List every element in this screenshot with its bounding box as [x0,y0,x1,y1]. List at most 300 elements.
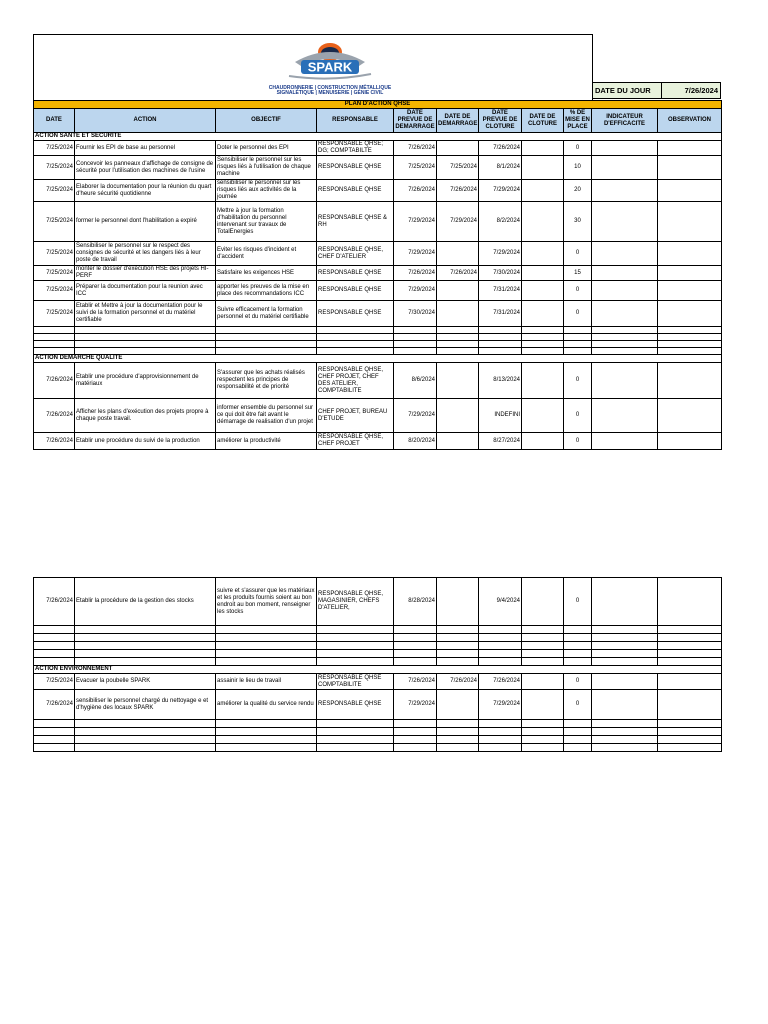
cell-objectif: Mettre à jour la formation d'habilitation du personnel intervenant sur travaux de TotalEnergies [216,202,317,242]
cell-date: 7/26/2024 [34,399,75,433]
cell-pct-mise-en-place: 0 [564,674,592,690]
empty-cell [216,650,317,658]
empty-cell [479,650,522,658]
cell-responsable: RESPONSABLE QHSE [317,266,394,281]
cell-date-cloture [522,156,564,180]
cell-date-prevue-cloture: 7/30/2024 [479,266,522,281]
cell-date-demarrage: 7/29/2024 [437,202,479,242]
cell-date-demarrage: 7/26/2024 [437,180,479,202]
cell-date: 7/25/2024 [34,180,75,202]
table-header [34,109,722,133]
empty-cell [658,658,722,666]
cell-observation [658,433,722,450]
cell-date-cloture [522,301,564,327]
empty-row [34,728,722,736]
empty-cell [592,626,658,634]
empty-cell [564,348,592,355]
empty-cell [394,736,437,744]
cell-date-demarrage [437,141,479,156]
cell-indicateur [592,141,658,156]
cell-objectif: apporter les preuves de la mise en place des recommandations ICC [216,281,317,301]
cell-date-prevue-demarrage: 7/29/2024 [394,690,437,720]
cell-date-demarrage: 7/26/2024 [437,674,479,690]
empty-cell [75,744,216,752]
cell-responsable: RESPONSABLE QHSE COMPTABILITE [317,674,394,690]
cell-date-demarrage [437,399,479,433]
empty-row [34,720,722,728]
logo-line-1: CHAUDRONNERIE | CONSTRUCTION MÉTALLIQUE [268,85,392,91]
table-row [34,674,722,690]
empty-cell [317,341,394,348]
cell-indicateur [592,674,658,690]
empty-row [34,327,722,334]
cell-date-cloture [522,180,564,202]
cell-observation [658,180,722,202]
empty-cell [216,658,317,666]
cell-pct-mise-en-place: 0 [564,281,592,301]
empty-cell [34,634,75,642]
cell-date: 7/25/2024 [34,242,75,266]
empty-cell [394,334,437,341]
empty-cell [216,626,317,634]
col-header: INDICATEUR D'EFFICACITE [592,109,658,133]
cell-date-cloture [522,399,564,433]
empty-cell [437,327,479,334]
cell-date-demarrage [437,433,479,450]
cell-pct-mise-en-place: 0 [564,301,592,327]
cell-pct-mise-en-place: 0 [564,399,592,433]
empty-cell [394,658,437,666]
cell-date-prevue-demarrage: 7/26/2024 [394,674,437,690]
cell-indicateur [592,363,658,399]
empty-cell [317,736,394,744]
table-row [34,363,722,399]
empty-cell [592,634,658,642]
empty-cell [479,642,522,650]
section-title-environment: ACTION ENVIRONNEMENT [34,666,722,674]
cell-pct-mise-en-place: 15 [564,266,592,281]
cell-date-prevue-cloture: 7/26/2024 [479,141,522,156]
empty-cell [317,642,394,650]
cell-indicateur [592,202,658,242]
table-row [34,180,722,202]
empty-cell [564,341,592,348]
cell-pct-mise-en-place: 30 [564,202,592,242]
empty-cell [522,650,564,658]
cell-responsable: RESPONSABLE QHSE, CHEF PROJET, CHEF DES ATELIER, COMPTABILITE [317,363,394,399]
cell-indicateur [592,433,658,450]
cell-date-demarrage: 7/26/2024 [437,266,479,281]
empty-cell [437,728,479,736]
cell-objectif: Suivre efficacement la formation personnel et du matériel certifiable [216,301,317,327]
table-row [34,690,722,720]
empty-cell [658,634,722,642]
date-du-jour-label: DATE DU JOUR [593,83,662,98]
empty-cell [317,626,394,634]
empty-cell [34,341,75,348]
empty-cell [437,736,479,744]
cell-indicateur [592,281,658,301]
empty-cell [564,650,592,658]
empty-cell [564,634,592,642]
cell-date-prevue-cloture: 7/31/2024 [479,301,522,327]
cell-responsable: RESPONSABLE QHSE [317,690,394,720]
cell-date-cloture [522,242,564,266]
col-header: OBSERVATION [658,109,722,133]
cell-objectif: assainir le lieu de travail [216,674,317,690]
empty-cell [394,720,437,728]
empty-cell [75,348,216,355]
cell-date-cloture [522,141,564,156]
cell-action: Elaborer la documentation pour la réunion du quart d'heure sécurité quotidienne [75,180,216,202]
empty-cell [522,341,564,348]
empty-cell [564,626,592,634]
empty-cell [317,334,394,341]
empty-cell [658,642,722,650]
empty-cell [34,626,75,634]
logo-line-2: SIGNALÉTIQUE | MENUISERIE | GÉNIE CIVIL [276,90,384,96]
empty-row [34,642,722,650]
cell-responsable: RESPONSABLE QHSE, MAGASINIER, CHEFS D'ATELIER, [317,578,394,626]
empty-cell [394,341,437,348]
empty-cell [75,642,216,650]
empty-cell [592,728,658,736]
cell-action: Fournir les EPI de base au personnel [75,141,216,156]
cell-date-cloture [522,266,564,281]
empty-cell [317,634,394,642]
empty-cell [437,626,479,634]
cell-pct-mise-en-place: 10 [564,156,592,180]
empty-cell [394,650,437,658]
empty-cell [437,642,479,650]
cell-observation [658,202,722,242]
cell-observation [658,242,722,266]
empty-cell [658,728,722,736]
cell-date-cloture [522,674,564,690]
logo-brand-text: SPARK [307,59,353,75]
cell-date-prevue-cloture: 7/31/2024 [479,281,522,301]
col-header: RESPONSABLE [317,109,394,133]
empty-cell [216,744,317,752]
cell-date-prevue-demarrage: 7/29/2024 [394,281,437,301]
empty-cell [592,744,658,752]
cell-date-demarrage [437,690,479,720]
table-row [34,578,722,626]
cell-pct-mise-en-place: 0 [564,242,592,266]
empty-cell [437,634,479,642]
empty-cell [317,327,394,334]
empty-cell [658,334,722,341]
cell-date-demarrage [437,578,479,626]
cell-action: monter le dossier d'exécution HSE des projets HI- PERF [75,266,216,281]
cell-date-prevue-cloture: 7/29/2024 [479,242,522,266]
cell-observation [658,399,722,433]
cell-action: Concevoir les panneaux d'affichage de consigne de sécurité pour l'utilisation des machines de l'usine [75,156,216,180]
cell-action: Etablir et Mettre à jour la documentation pour le suivi de la formation personnel et du matériel certifiable [75,301,216,327]
empty-cell [592,650,658,658]
empty-cell [437,341,479,348]
cell-date-cloture [522,281,564,301]
cell-date-cloture [522,202,564,242]
cell-observation [658,690,722,720]
empty-cell [75,658,216,666]
empty-cell [658,650,722,658]
cell-date-demarrage [437,242,479,266]
cell-date-prevue-demarrage: 7/30/2024 [394,301,437,327]
empty-cell [216,348,317,355]
plan-table-page2 [33,577,721,752]
empty-cell [479,634,522,642]
cell-pct-mise-en-place: 0 [564,578,592,626]
cell-observation [658,301,722,327]
cell-date-prevue-cloture: 8/2/2024 [479,202,522,242]
section-title-safety: ACTION SANTE ET SECURITE [34,133,722,141]
cell-date: 7/25/2024 [34,674,75,690]
empty-cell [216,341,317,348]
cell-date: 7/26/2024 [34,433,75,450]
empty-cell [394,728,437,736]
cell-date: 7/25/2024 [34,202,75,242]
cell-responsable: RESPONSABLE QHSE [317,281,394,301]
empty-cell [75,327,216,334]
cell-action: sensibiliser le personnel chargé du nettoyage e et d'hygiène des locaux SPARK [75,690,216,720]
empty-cell [479,334,522,341]
cell-date-demarrage: 7/25/2024 [437,156,479,180]
empty-cell [394,744,437,752]
empty-cell [479,327,522,334]
col-header: DATE DE DEMARRAGE [437,109,479,133]
cell-date-prevue-demarrage: 7/29/2024 [394,202,437,242]
empty-cell [34,728,75,736]
cell-indicateur [592,301,658,327]
empty-cell [564,744,592,752]
empty-cell [75,720,216,728]
empty-cell [394,327,437,334]
cell-objectif: améliorer la qualité du service rendu [216,690,317,720]
quality-rows-page2 [34,578,722,666]
cell-observation [658,156,722,180]
cell-observation [658,281,722,301]
logo-subtitle [250,86,410,96]
empty-cell [479,736,522,744]
cell-date-prevue-demarrage: 8/28/2024 [394,578,437,626]
cell-action: Etablir une procédure d'approvisionnement de matériaux [75,363,216,399]
empty-cell [479,744,522,752]
cell-action: Préparer la documentation pour la reunion avec ICC [75,281,216,301]
empty-cell [216,728,317,736]
cell-responsable: RESPONSABLE QHSE, CHEF PROJET [317,433,394,450]
cell-responsable: RESPONSABLE QHSE; DG; COMPTABILTE [317,141,394,156]
cell-pct-mise-en-place: 0 [564,141,592,156]
table-row [34,242,722,266]
cell-pct-mise-en-place: 0 [564,433,592,450]
cell-pct-mise-en-place: 0 [564,690,592,720]
cell-date-cloture [522,433,564,450]
cell-responsable: RESPONSABLE QHSE, CHEF D'ATELIER [317,242,394,266]
empty-row [34,736,722,744]
empty-cell [216,642,317,650]
empty-cell [317,720,394,728]
cell-date-prevue-demarrage: 7/29/2024 [394,242,437,266]
empty-cell [658,626,722,634]
empty-cell [479,658,522,666]
environment-rows [34,674,722,752]
cell-date-cloture [522,363,564,399]
empty-cell [592,658,658,666]
cell-action: Etablir une procédure du suivi de la production [75,433,216,450]
cell-date: 7/25/2024 [34,266,75,281]
quality-rows [34,363,722,450]
cell-observation [658,674,722,690]
empty-cell [564,720,592,728]
empty-cell [522,658,564,666]
empty-cell [34,348,75,355]
cell-date: 7/26/2024 [34,690,75,720]
empty-cell [564,642,592,650]
cell-date: 7/25/2024 [34,156,75,180]
empty-cell [75,626,216,634]
cell-indicateur [592,156,658,180]
empty-cell [394,626,437,634]
section-title-quality: ACTION DEMARCHE QUALITE [34,355,722,363]
empty-cell [437,650,479,658]
empty-cell [394,642,437,650]
table-row [34,281,722,301]
col-header: OBJECTIF [216,109,317,133]
cell-objectif: sensibiliser le personnel sur les risques liés aux activités de la journée [216,180,317,202]
table-row [34,202,722,242]
empty-row [34,634,722,642]
table-row [34,156,722,180]
empty-cell [658,736,722,744]
cell-observation [658,363,722,399]
empty-cell [592,736,658,744]
empty-cell [592,720,658,728]
cell-indicateur [592,266,658,281]
empty-cell [564,658,592,666]
empty-cell [564,736,592,744]
cell-observation [658,578,722,626]
empty-cell [592,341,658,348]
col-header: DATE PREVUE DE DEMARRAGE [394,109,437,133]
empty-row [34,650,722,658]
empty-cell [437,744,479,752]
empty-cell [592,642,658,650]
empty-cell [522,626,564,634]
cell-objectif: Eviter les risques d'incident et d'accident [216,242,317,266]
empty-cell [34,736,75,744]
cell-objectif: Sensibiliser le personnel sur les risques liés à l'utilisation de chaque machine [216,156,317,180]
empty-cell [216,334,317,341]
empty-cell [479,728,522,736]
empty-cell [34,327,75,334]
empty-cell [479,341,522,348]
empty-cell [522,736,564,744]
col-header: ACTION [75,109,216,133]
cell-date-demarrage [437,363,479,399]
cell-objectif: suivre et s'assurer que les matériaux et les produits fournis soient au bon endroit au bon moment, renseigner les stocks [216,578,317,626]
empty-row [34,626,722,634]
cell-objectif: améliorer la productivité [216,433,317,450]
empty-cell [216,634,317,642]
cell-objectif: Doter le personnel des EPI [216,141,317,156]
cell-date-prevue-cloture: 8/27/2024 [479,433,522,450]
empty-cell [522,642,564,650]
cell-pct-mise-en-place: 0 [564,363,592,399]
cell-objectif: informer ensemble du personnel sur ce qui doit être fait avant le démarrage de realisation d'un projet [216,399,317,433]
empty-cell [564,327,592,334]
cell-date-prevue-demarrage: 7/25/2024 [394,156,437,180]
cell-date: 7/25/2024 [34,141,75,156]
cell-date-prevue-demarrage: 8/6/2024 [394,363,437,399]
cell-responsable: RESPONSABLE QHSE & RH [317,202,394,242]
empty-cell [216,736,317,744]
empty-cell [75,341,216,348]
empty-cell [317,658,394,666]
cell-indicateur [592,180,658,202]
col-header: DATE [34,109,75,133]
empty-cell [592,348,658,355]
empty-cell [216,720,317,728]
empty-cell [522,348,564,355]
empty-cell [658,744,722,752]
cell-date-prevue-demarrage: 7/26/2024 [394,266,437,281]
table-row [34,141,722,156]
empty-cell [564,728,592,736]
cell-date-prevue-demarrage: 7/26/2024 [394,141,437,156]
empty-cell [522,720,564,728]
cell-observation [658,141,722,156]
cell-indicateur [592,690,658,720]
cell-action: Evacuer la poubelle SPARK [75,674,216,690]
empty-cell [437,658,479,666]
cell-responsable: CHEF PROJET, BUREAU D'ETUDE [317,399,394,433]
empty-cell [437,348,479,355]
cell-action: Sensibiliser le personnel sur le respect des consignes de sécurité et les dangers liés à leur poste de travail [75,242,216,266]
cell-date-prevue-cloture: 7/26/2024 [479,674,522,690]
cell-indicateur [592,242,658,266]
empty-cell [317,650,394,658]
empty-row [34,341,722,348]
empty-row [34,744,722,752]
col-header: DATE PREVUE DE CLOTURE [479,109,522,133]
cell-date-prevue-cloture: INDEFINI [479,399,522,433]
cell-date-prevue-cloture: 7/29/2024 [479,180,522,202]
date-du-jour-value: 7/26/2024 [684,86,718,95]
cell-pct-mise-en-place: 20 [564,180,592,202]
cell-date-prevue-cloture: 8/1/2024 [479,156,522,180]
empty-cell [75,334,216,341]
cell-date-prevue-cloture: 8/13/2024 [479,363,522,399]
cell-date: 7/25/2024 [34,281,75,301]
empty-cell [34,650,75,658]
empty-cell [75,728,216,736]
empty-cell [34,642,75,650]
cell-date-demarrage [437,281,479,301]
table-row [34,266,722,281]
empty-cell [317,728,394,736]
empty-cell [479,348,522,355]
cell-date-cloture [522,578,564,626]
empty-cell [658,720,722,728]
table-row [34,399,722,433]
empty-cell [34,334,75,341]
cell-responsable: RESPONSABLE QHSE [317,180,394,202]
empty-cell [592,334,658,341]
empty-row [34,348,722,355]
empty-cell [75,736,216,744]
empty-cell [479,720,522,728]
